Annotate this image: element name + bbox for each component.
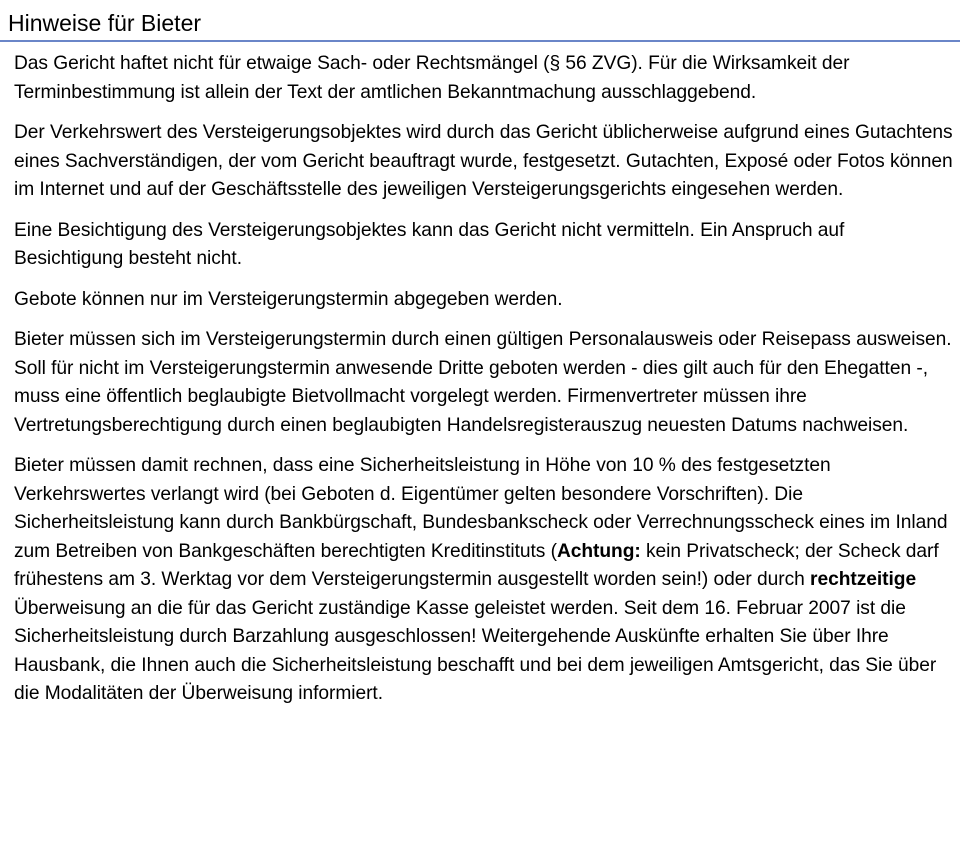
security-text-part-1: Bieter müssen damit rechnen, dass eine Sicherheitsleistung in Höhe von 10 % des festgesetzten Verkehrswertes verlangt wird (bei Geboten d. Eigentümer gelten besondere Vorschriften). Die Sicherheitsleistung kann durch Bankbürgschaft, Bundesbankscheck oder Verrechnungsscheck eines im Inland zum Betreiben von Bankgeschäften berechtigten Kreditinstituts ( (14, 455, 948, 562)
paragraph-inspection: Eine Besichtigung des Versteigerungsobjektes kann das Gericht nicht vermitteln. Ein Anspruch auf Besichtigung besteht nicht. (14, 219, 845, 269)
security-text-part-3: Überweisung an die für das Gericht zuständige Kasse geleistet werden. Seit dem 16. Februar 2007 ist die Sicherheitsleistung durch Barzahlung ausgeschlossen! Weitergehende Auskünfte erhalten Sie über Ihre Hausbank, die Ihnen auch die Sicherheitsleistung beschafft und bei dem jeweiligen Amtsgericht, das Sie über die Modalitäten der Überweisung informiert. (14, 597, 937, 704)
paragraph-liability: Das Gericht haftet nicht für etwaige Sach- oder Rechtsmängel (§ 56 ZVG). Für die Wirksamkeit der Terminbestimmung ist allein der Text der amtlichen Bekanntmachung ausschlaggebend. (14, 53, 850, 103)
paragraph-identification: Bieter müssen sich im Versteigerungstermin durch einen gültigen Personalausweis oder Reisepass ausweisen. Soll für nicht im Versteigerungstermin anwesende Dritte geboten werden - dies gilt auch für den Ehegatten -, muss eine öffentlich beglaubigte Bietvollmacht vorgelegt werden. Firmenvertreter müssen ihre Vertretungsberechtigung durch einen beglaubigten Handelsregisterauszug neuesten Datums nachweisen. (14, 329, 952, 436)
paragraph-bids: Gebote können nur im Versteigerungstermin abgegeben werden. (14, 288, 563, 310)
paragraph-market-value: Der Verkehrswert des Versteigerungsobjektes wird durch das Gericht üblicherweise aufgrund eines Gutachtens eines Sachverständigen, der vom Gericht beauftragt wurde, festgesetzt. Gutachten, Exposé oder Fotos können im Internet und auf der Geschäftsstelle des jeweiligen Versteigerungsgerichts eingesehen werden. (14, 122, 953, 200)
notes-content (0, 42, 960, 709)
security-text-part-2: kein Privatscheck; der Scheck darf frühestens am 3. Werktag vor dem Versteigerungstermin ausgestellt worden sein!) oder durch (14, 540, 939, 590)
timely-emphasis: rechtzeitige (810, 569, 917, 590)
page-title: Hinweise für Bieter (0, 0, 960, 42)
paragraph-security-deposit (14, 452, 954, 709)
warning-label: Achtung: (556, 540, 641, 562)
